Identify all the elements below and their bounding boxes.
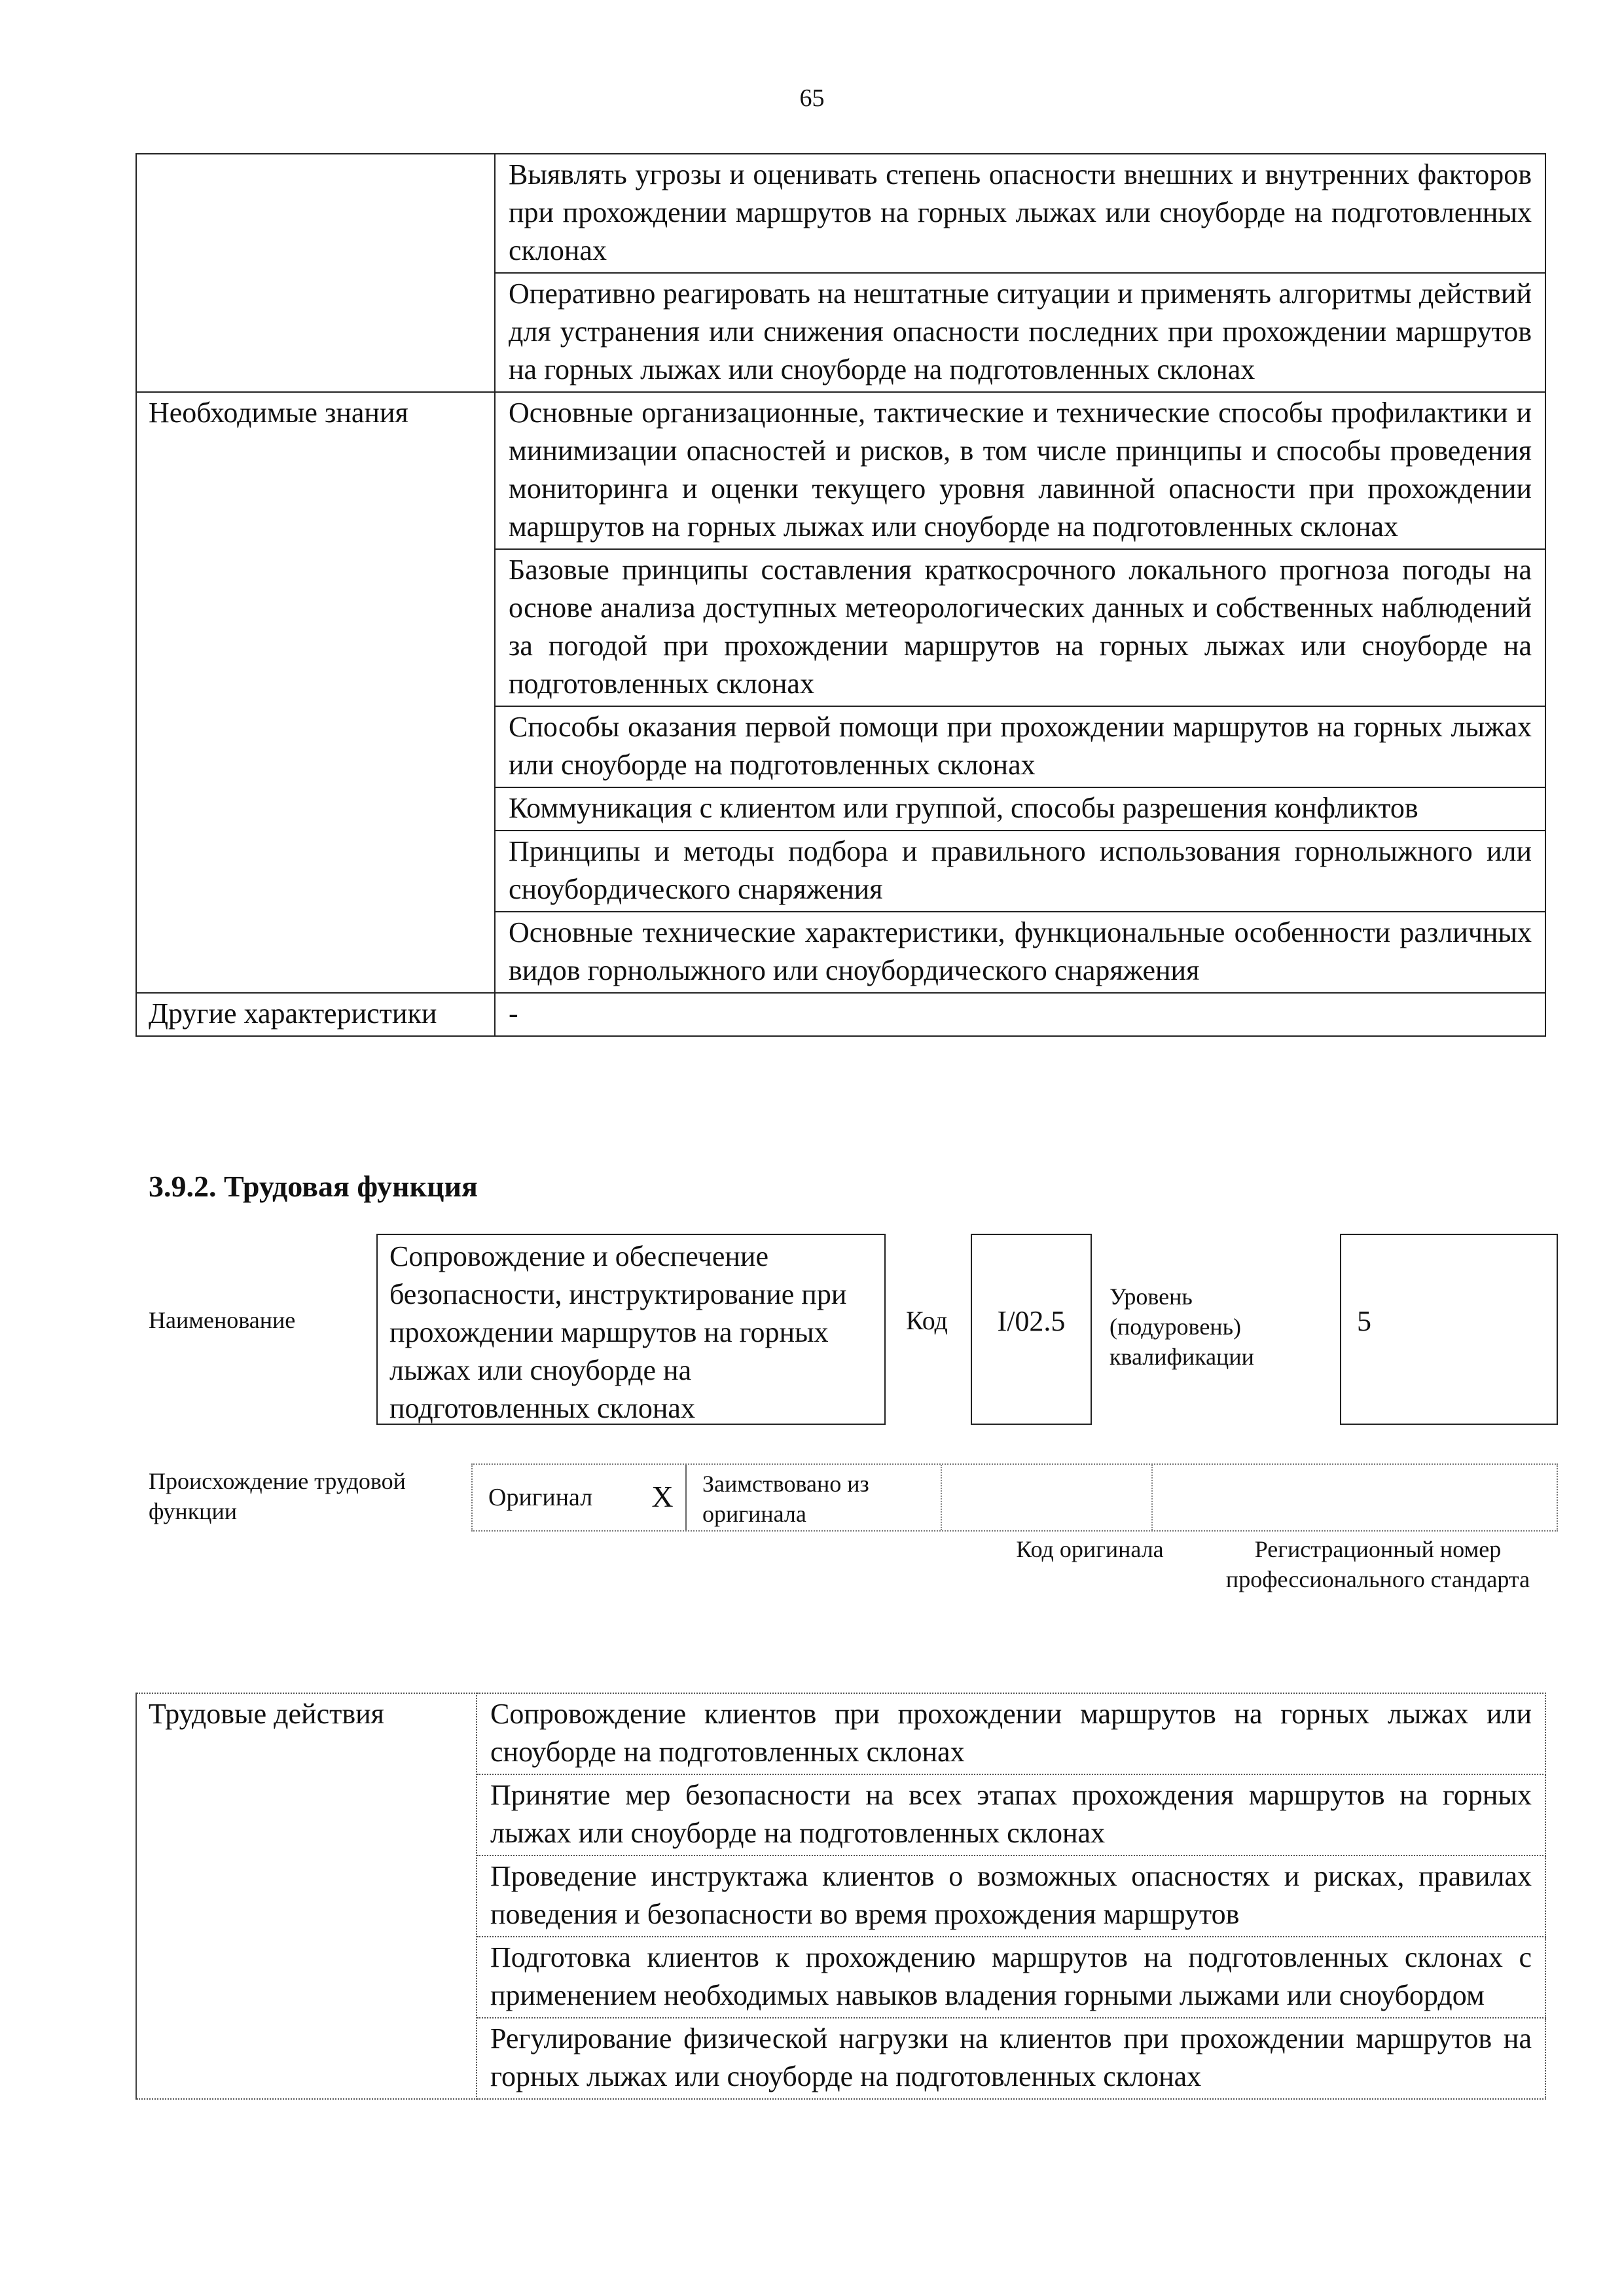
origin-table	[471, 1463, 1558, 1532]
labor-actions-table	[135, 1693, 1546, 2100]
row-label-actions: Трудовые действия	[136, 1693, 477, 2099]
table-cell: Сопровождение клиентов при прохождении маршрутов на горных лыжах или сноуборде на подготовленных склонах	[477, 1693, 1545, 1774]
registration-number-caption: Регистрационный номер профессионального стандарта	[1225, 1536, 1530, 1592]
table-cell: Оперативно реагировать на нештатные ситуации и применять алгоритмы действий для устранения или снижения опасности последних при прохождении маршрутов на горных лыжах или сноуборде на подготовленных склонах	[495, 273, 1545, 392]
table-cell: Базовые принципы составления краткосрочного локального прогноза погоды на основе анализа доступных метеорологических данных и собственных наблюдений за погодой при прохождении маршрутов на горных лыжах или сноуборде на подготовленных склонах	[495, 549, 1545, 706]
page-number: 65	[799, 84, 825, 112]
table-cell: Выявлять угрозы и оценивать степень опасности внешних и внутренних факторов при прохождении маршрутов на горных лыжах или сноуборде на подготовленных склонах	[495, 154, 1545, 273]
table-cell: Основные организационные, тактические и технические способы профилактики и минимизации опасностей и рисков, в том числе принципы и способы проведения мониторинга и оценки текущего уровня лавинной опасности при прохождении маршрутов на горных лыжах или сноуборде на подготовленных склонах	[495, 392, 1545, 549]
origin-original-cell: Оригинал	[488, 1484, 593, 1511]
row-label-knowledge: Необходимые знания	[136, 392, 495, 993]
row-label	[136, 154, 495, 392]
table-cell: Коммуникация с клиентом или группой, способы разрешения конфликтов	[495, 787, 1545, 831]
level-label: Уровень (подуровень) квалификации	[1110, 1283, 1254, 1370]
table-row	[136, 993, 1545, 1036]
skills-knowledge-table	[135, 153, 1546, 1037]
table-cell: Принятие мер безопасности на всех этапах прохождения маршрутов на горных лыжах или сноуборде на подготовленных склонах	[477, 1774, 1545, 1856]
table-cell: Регулирование физической нагрузки на клиентов при прохождении маршрутов на горных лыжах или сноуборде на подготовленных склонах	[477, 2018, 1545, 2099]
table-cell: Проведение инструктажа клиентов о возможных опасностях и рисках, правилах поведения и безопасности во время прохождения маршрутов	[477, 1856, 1545, 1937]
table-row	[136, 154, 1545, 273]
section-heading: 3.9.2. Трудовая функция	[149, 1170, 478, 1203]
code-original-caption: Код оригинала	[1016, 1536, 1164, 1562]
origin-reg-cell	[1153, 1465, 1557, 1530]
code-value-box: I/02.5	[971, 1234, 1092, 1425]
table-row	[136, 1693, 1545, 1774]
name-label: Наименование	[149, 1307, 296, 1333]
table-row	[136, 392, 1545, 549]
table-cell: -	[495, 993, 1545, 1036]
table-cell: Подготовка клиентов к прохождению маршрутов на подготовленных склонах с применением необходимых навыков владения горными лыжами или сноубордом	[477, 1937, 1545, 2018]
table-cell: Основные технические характеристики, функциональные особенности различных видов горнолыжного или сноубордического снаряжения	[495, 912, 1545, 993]
row-label-other: Другие характеристики	[136, 993, 495, 1036]
table-cell: Принципы и методы подбора и правильного использования горнолыжного или сноубордического снаряжения	[495, 831, 1545, 912]
origin-label: Происхождение трудовой функции	[149, 1468, 406, 1524]
function-name-box: Сопровождение и обеспечение безопасности, инструктирование при прохождении маршрутов на горных лыжах или сноуборде на подготовленных склонах	[376, 1234, 886, 1425]
origin-mark-cell: X	[640, 1465, 687, 1530]
table-cell: Способы оказания первой помощи при прохождении маршрутов на горных лыжах или сноуборде на подготовленных склонах	[495, 706, 1545, 787]
origin-code-cell	[942, 1465, 1153, 1530]
origin-borrowed-cell: Заимствовано из оригинала	[687, 1465, 942, 1530]
code-label: Код	[906, 1306, 948, 1335]
level-value-box: 5	[1340, 1234, 1558, 1425]
